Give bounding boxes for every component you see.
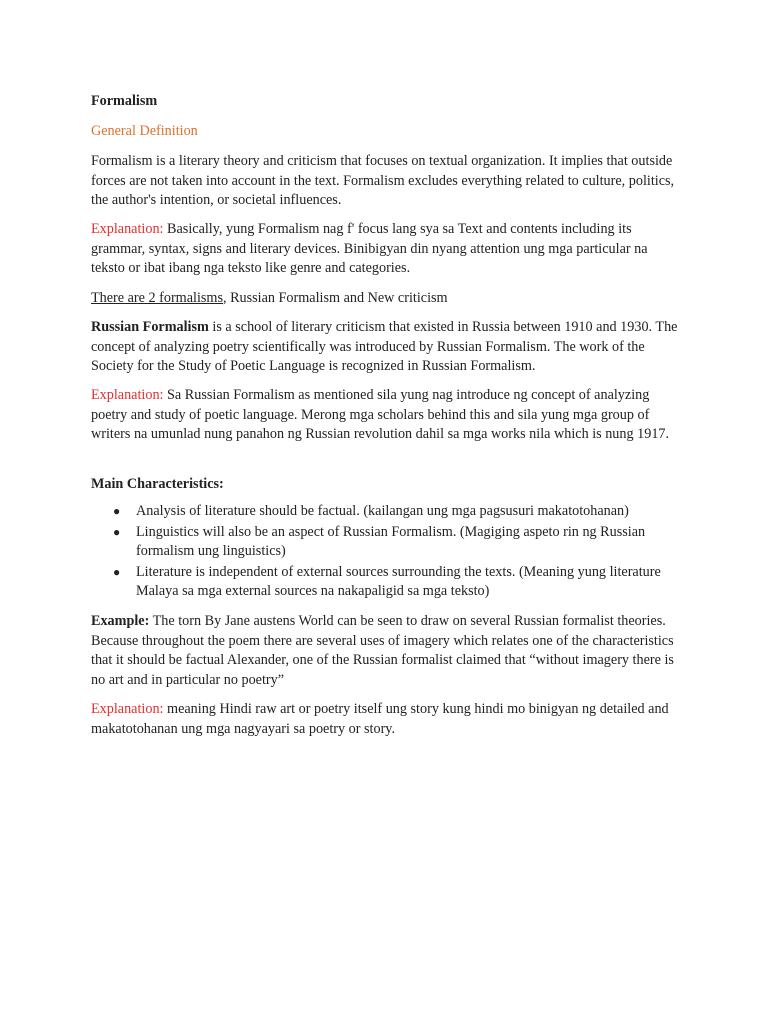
explanation-text-2: Sa Russian Formalism as mentioned sila yung nag introduce ng concept of analyzing poetry and study of poetic language. Merong mga scholars behind this and sila yung mga group of writers na umunlad nung panahon ng Russian revolution dahil sa mga works nila which is nung 1917. <box>91 387 670 443</box>
list-item-text: Literature is independent of external sources surrounding the texts. (Meaning yung literature Malaya sa mga external sources na nakapaligid sa mga teksto) <box>136 563 661 600</box>
document-title: Formalism <box>91 93 158 109</box>
bullet-icon: ● <box>113 504 121 518</box>
explanation-label-1: Explanation: <box>91 221 164 237</box>
formalisms-rest: , Russian Formalism and New criticism <box>222 290 448 306</box>
russian-formalism-term: Russian Formalism <box>91 319 209 335</box>
explanation-label-2: Explanation: <box>91 387 164 403</box>
characteristics-list <box>91 502 683 603</box>
main-characteristics-label: Main Characteristics: <box>91 476 224 492</box>
list-item <box>91 523 683 562</box>
main-characteristics-heading <box>91 475 683 495</box>
russian-formalism-text: is a school of literary criticism that existed in Russia between 1910 and 1930. The concept of analyzing poetry scientifically was introduced by Russian Formalism. The work of the Society for the Study of Poetic Language is recognized in Russian Formalism. <box>91 319 678 375</box>
list-item <box>91 563 683 602</box>
example-text: The torn By Jane austens World can be seen to draw on several Russian formalist theories. Because throughout the poem there are several uses of imagery which relates one of the characteristics that it should be factual Alexander, one of the Russian formalist claimed that “without imagery there is no art and in particular no poetry” <box>91 613 674 688</box>
formalisms-underlined: There are 2 formalisms <box>91 290 223 306</box>
formalisms-paragraph <box>91 289 683 309</box>
explanation-paragraph-3 <box>91 700 683 739</box>
list-item-text: Analysis of literature should be factual. (kailangan ung mga pagsusuri makatotohanan) <box>136 503 629 519</box>
russian-formalism-paragraph <box>91 318 683 377</box>
explanation-paragraph-2 <box>91 386 683 445</box>
bullet-icon: ● <box>113 564 121 579</box>
definition-paragraph <box>91 152 683 211</box>
list-item <box>91 502 683 522</box>
definition-text: Formalism is a literary theory and criticism that focuses on textual organization. It implies that outside forces are not taken into account in the text. Formalism excludes everything related to culture, politics, the author's intention, or societal influences. <box>91 153 675 209</box>
section-subtitle: General Definition <box>91 123 198 139</box>
example-label: Example: <box>91 613 150 629</box>
explanation-paragraph-1 <box>91 220 683 279</box>
explanation-text-1: Basically, yung Formalism nag f' focus lang sya sa Text and contents including its grammar, syntax, signs and literary devices. Binibigyan din nyang attention ung mga particular na teksto or ibat ibang nga teksto like genre and categories. <box>91 221 648 277</box>
bullet-icon: ● <box>113 524 121 539</box>
explanation-label-3: Explanation: <box>91 701 164 717</box>
explanation-text-3: meaning Hindi raw art or poetry itself ung story kung hindi mo binigyan ng detailed and makatotohanan ung mga nagyayari sa poetry or story. <box>91 701 669 737</box>
example-paragraph <box>91 612 683 690</box>
list-item-text: Linguistics will also be an aspect of Russian Formalism. (Magiging aspeto rin ng Russian formalism ung linguistics) <box>136 523 646 560</box>
document-page <box>91 92 683 737</box>
